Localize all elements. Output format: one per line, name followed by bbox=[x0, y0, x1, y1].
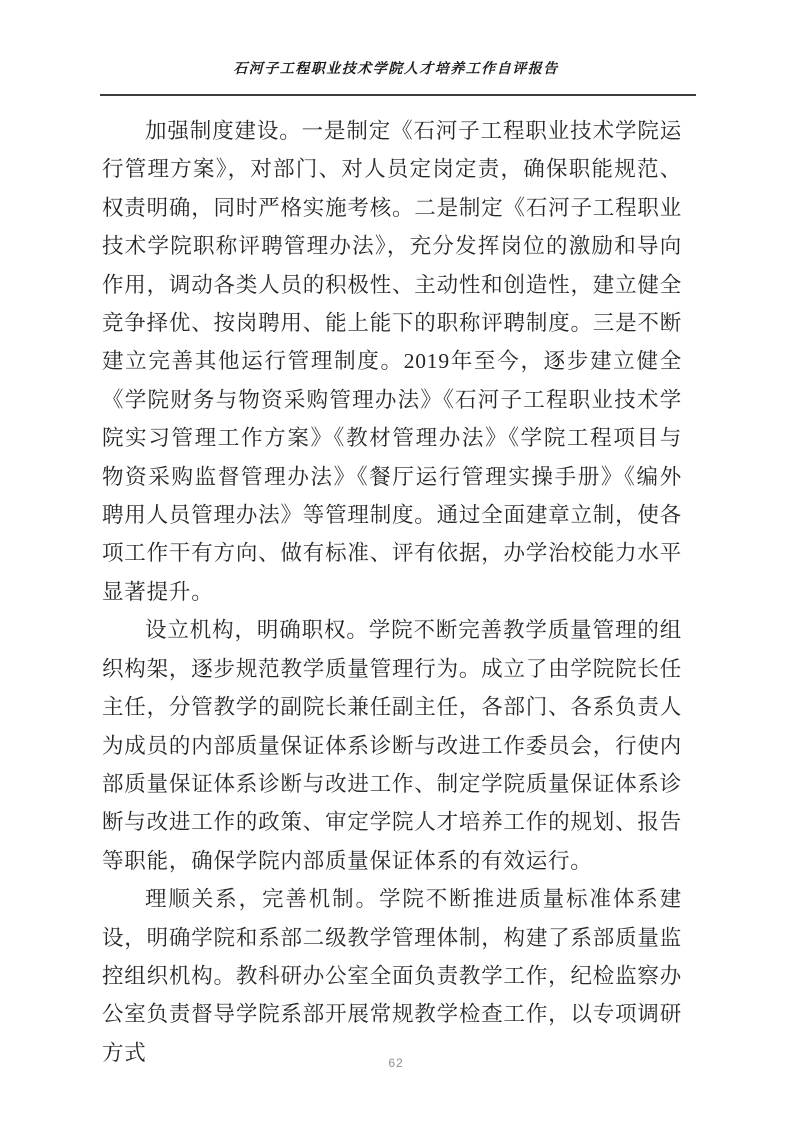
paragraph-organization-setup: 设立机构，明确职权。学院不断完善教学质量管理的组织构架，逐步规范教学质量管理行为。成立了由学院院长任主任，分管教学的副院长兼任副主任，各部门、各系负责人为成员的内部质量保证体系诊断与改进工作委员会，行使内部质量保证体系诊断与改进工作、制定学院质量保证体系诊断与改进工作的政策、审定学院人才培养工作的规划、报告等职能，确保学院内部质量保证体系的有效运行。 bbox=[102, 618, 682, 873]
document-body bbox=[102, 112, 682, 1072]
page-header-title: 石河子工程职业技术学院人才培养工作自评报告 bbox=[233, 62, 559, 77]
header-rule-divider bbox=[100, 94, 696, 96]
paragraph-mechanism-improvement: 理顺关系，完善机制。学院不断推进质量标准体系建设，明确学院和系部二级教学管理体制，构建了系部质量监控组织机构。教科研办公室全面负责教学工作，纪检监察办公室负责督导学院系部开展常规教学检查工作，以专项调研方式 bbox=[102, 887, 682, 1065]
page-number: 62 bbox=[388, 1056, 404, 1070]
page-footer bbox=[0, 1054, 792, 1072]
paragraph-institution-building: 加强制度建设。一是制定《石河子工程职业技术学院运行管理方案》，对部门、对人员定岗定责，确保职能规范、权责明确，同时严格实施考核。二是制定《石河子工程职业技术学院职称评聘管理办法》，充分发挥岗位的激励和导向作用，调动各类人员的积极性、主动性和创造性，建立健全竞争择优、按岗聘用、能上能下的职称评聘制度。三是不断建立完善其他运行管理制度。2019年至今，逐步建立健全《学院财务与物资采购管理办法》《石河子工程职业技术学院实习管理工作方案》《教材管理办法》《学院工程项目与物资采购监督管理办法》《餐厅运行管理实操手册》《编外聘用人员管理办法》等管理制度。通过全面建章立制，使各项工作干有方向、做有标准、评有依据，办学治校能力水平显著提升。 bbox=[102, 119, 682, 604]
